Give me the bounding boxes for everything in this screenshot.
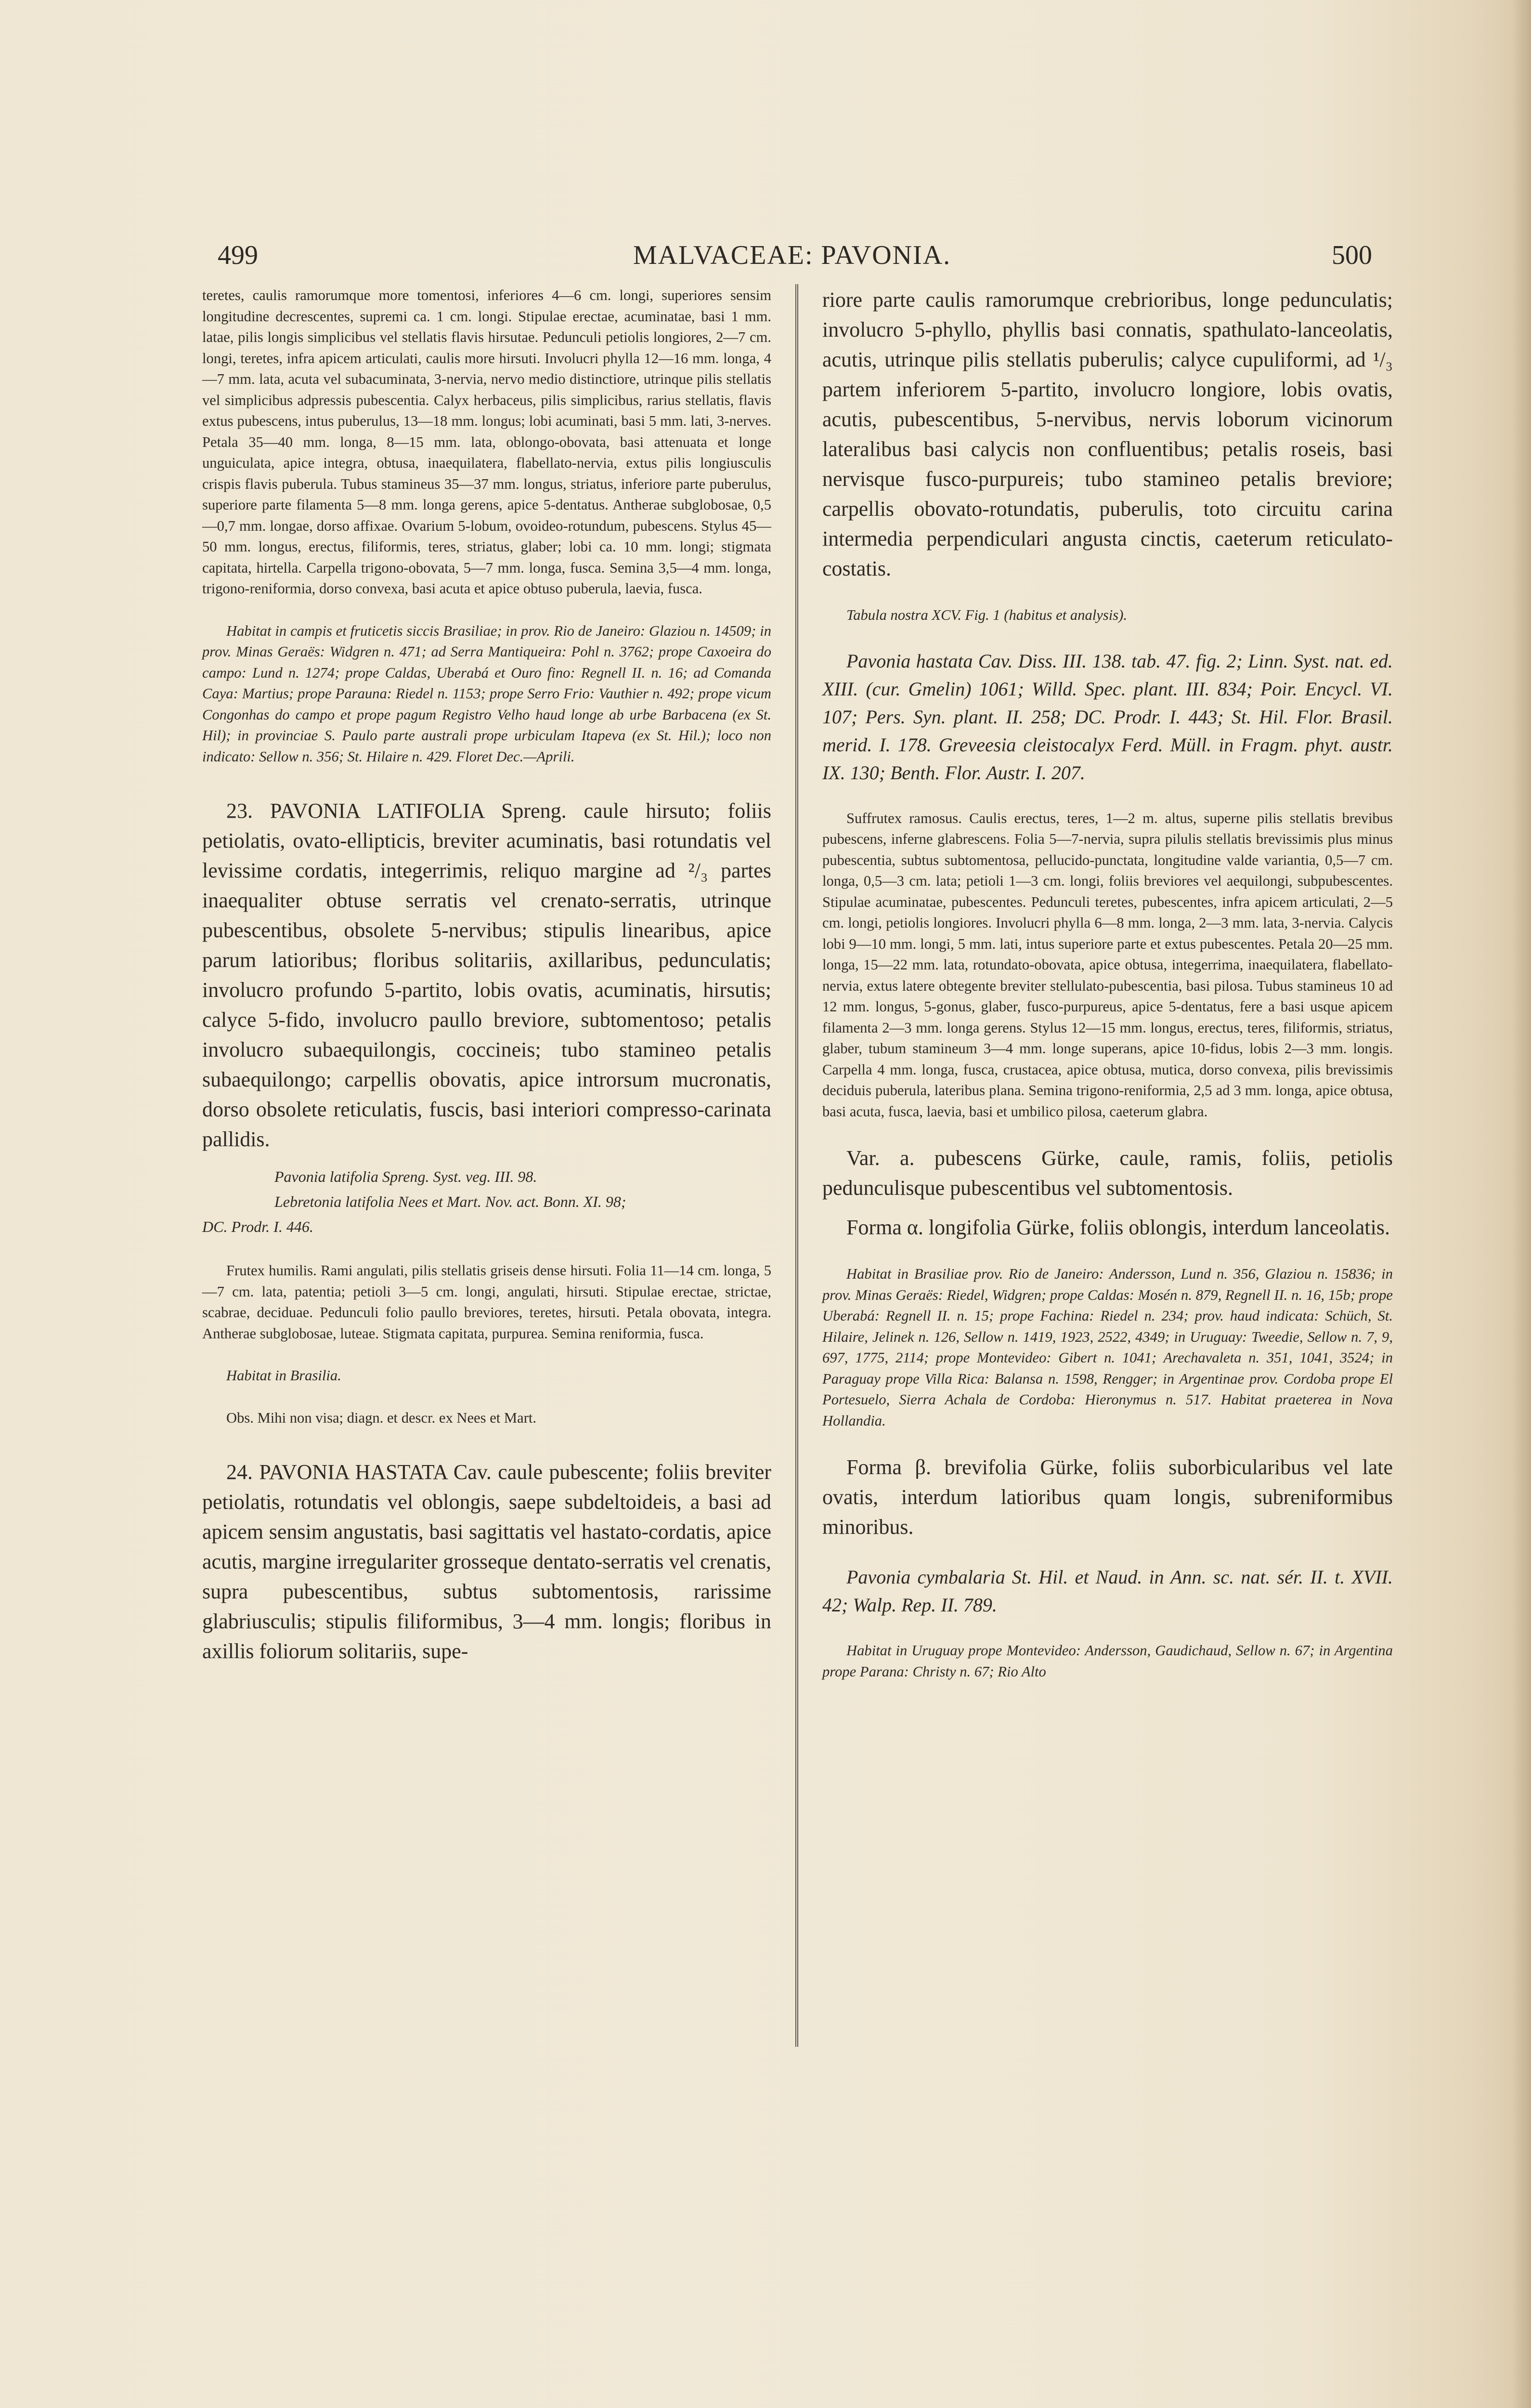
plate-reference: Tabula nostra XCV. Fig. 1 (habitus et analysis).: [846, 607, 1128, 623]
forma-alpha: Forma α. longifolia Gürke, foliis oblongis, interdum lanceolatis.: [846, 1216, 1390, 1239]
species-24-diagnosis-continued: riore parte caulis ramorumque crebrioribus, longe pedunculatis; involucro 5-phyllo, phyllis basi connatis, spathulato-lanceolatis, acutis, utrinque pilis stellatis puberulis; calyce cupuliformi, ad ¹/₃ partem inferiorem 5-partito, involucro longiore, lobis ovatis, acutis, pubescentibus, 5-nervibus, nervis loborum vicinorum lateralibus basi calycis non confluentibus; petalis roseis, basi nervisque fusco-purpureis; tubo stamineo petalis breviore; carpellis obovato-rotundatis, puberulis, toto circuitu carina intermedia perpendiculari angusta cinctis, caeterum reticulato-costatis.: [822, 288, 1393, 580]
observation-note: Obs. Mihi non visa; diagn. et descr. ex Nees et Mart.: [226, 1409, 537, 1426]
species-24-diagnosis: 24. PAVONIA HASTATA Cav. caule pubescente; foliis breviter petiolatis, rotundatis vel oblongis, saepe subdeltoideis, a basi ad apicem sensim angustatis, basi sagittatis vel hastato-cordatis, apice acutis, margine irregulariter grosseque dentato-serratis vel crenatis, supra pubescentibus, subtus subtomentosis, rarissime glabriusculis; stipulis filiformibus, 3—4 mm. longis; floribus in axillis foliorum solitariis, supe-: [202, 1460, 771, 1663]
page-number-right: 500: [1332, 240, 1372, 270]
species-23-diagnosis: 23. PAVONIA LATIFOLIA Spreng. caule hirsuto; foliis petiolatis, ovato-ellipticis, breviter acuminatis, basi rotundatis vel levissime cordatis, integerrimis, reliquo margine ad ²/₃ partes inaequaliter obtuse serratis vel crenato-serratis, utrinque pubescentibus, obsolete 5-nervibus; stipulis linearibus, apice parum latioribus; floribus solitariis, axillaribus, pedunculatis; involucro profundo 5-partito, lobis ovatis, acuminatis, hirsutis; calyce 5-fido, involucro paullo breviore, subtomentoso; petalis involucro subaequilongis, coccineis; tubo stamineo petalis subaequilongo; carpellis obovatis, apice introrsum mucronatis, dorso obsolete reticulatis, fuscis, basi interiori compresso-carinata pallidis.: [202, 799, 771, 1151]
page-header: [212, 240, 1372, 278]
column-divider: [795, 284, 798, 2047]
species-24-description: Suffrutex ramosus. Caulis erectus, teres, 1—2 m. altus, superne pilis stellatis brevibus pubescens, inferne glabrescens. Folia 5—7-nervia, supra pilulis stellatis brevissimis plus minus pubescentia, subtus subtomentosa, pellucido-punctata, longitudine valde variantia, 0,5—7 cm. longa, 0,5—3 cm. lata; petioli 1—3 cm. longi, foliis breviores vel aequilongi, subpubescentes. Stipulae acuminatae, pubescentes. Pedunculi teretes, pubescentes, infra apicem articulati, 2—5 cm. longi, petiolis longiores. Involucri phylla 6—8 mm. longa, 2—3 mm. lata, 3-nervia. Calycis lobi 9—10 mm. longi, 5 mm. lati, intus superiore parte et extus pubescentes. Petala 20—25 mm. longa, 15—22 mm. lata, rotundato-obovata, apice obtusa, integerrima, inaequilatera, flabellato-nervia, extus latere obtegente breviter stellulato-pubescentia, basi pilosa. Tubus stamineus 10 ad 12 mm. longus, 5-gonus, glaber, fusco-purpureus, apice 5-dentatus, fere a basi usque apicem filamenta 2—3 mm. longa gerens. Stylus 12—15 mm. longus, erectus, teres, filiformis, striatus, glaber, tubum stamineum 3—4 mm. longe superans, apice 10-fidus, lobis 2—3 mm. longis. Carpella 4 mm. longa, fusca, crustacea, apice obtusa, mutica, dorso convexa, pilis brevissimis deciduis puberula, lateribus plana. Semina trigono-reniformia, 2,5 ad 3 mm. longa, apice obtusa, basi acuta, fusca, laevia, basi et umbilico pilosa, caeterum glabra.: [822, 810, 1393, 1120]
forma-beta: Forma β. brevifolia Gürke, foliis suborbicularibus vel late ovatis, interdum latioribus quam longis, subreniformibus minoribus.: [822, 1455, 1393, 1539]
synonym-line: DC. Prodr. I. 446.: [202, 1218, 313, 1235]
running-title: MALVACEAE: PAVONIA.: [633, 240, 951, 270]
left-column: [202, 285, 771, 1666]
habitat-paragraph: Habitat in Brasiliae prov. Rio de Janeiro: Andersson, Lund n. 356, Glaziou n. 15836; in prov. Minas Geraës: Riedel, Widgren; prope Caldas: Mosén n. 879, Regnell II. n. 16, 15b; prope Uberabá: Regnell II. n. 15; prope Fachina: Riedel n. 234; prov. haud indicata: Schüch, St. Hilaire, Jelinek n. 126, Sellow n. 1419, 1923, 2522, 4349; in Uruguay: Tweedie, Sellow n. 7, 9, 697, 1775, 2114; prope Montevideo: Gibert n. 1041; Arechavaleta n. 351, 1041, 3524; in Paraguay prope Villa Rica: Balansa n. 1598, Rengger; in Argentinae prov. Cordoba prope El Portesuelo, Sierra Achala de Cordoba: Hieronymus n. 517. Habitat praeterea in Nova Hollandia.: [822, 1266, 1393, 1429]
right-column: [822, 285, 1393, 1682]
synonym-line: Lebretonia latifolia Nees et Mart. Nov. act. Bonn. XI. 98;: [274, 1193, 626, 1210]
habitat-paragraph: Habitat in Brasilia.: [226, 1367, 341, 1384]
variety-a: Var. a. pubescens Gürke, caule, ramis, foliis, petiolis pedunculisque pubescentibus vel subtomentosis.: [822, 1146, 1393, 1200]
page-number-left: 499: [218, 240, 258, 270]
habitat-paragraph: Habitat in Uruguay prope Montevideo: Andersson, Gaudichaud, Sellow n. 67; in Argentina prope Parana: Christy n. 67; Rio Alto: [822, 1642, 1393, 1680]
forma-beta-synonyms: Pavonia cymbalaria St. Hil. et Naud. in Ann. sc. nat. sér. II. t. XVII. 42; Walp. Rep. II. 789.: [822, 1566, 1393, 1616]
habitat-paragraph: Habitat in campis et fruticetis siccis Brasiliae; in prov. Rio de Janeiro: Glaziou n. 14509; in prov. Minas Geraës: Widgren n. 471; ad Serra Mantiqueira: Pohl n. 3762; prope Caxoeira do campo: Lund n. 1274; prope Caldas, Uberabá et Ouro fino: Regnell II. n. 16; ad Comanda Caya: Martius; prope Parauna: Riedel n. 1153; prope Serro Frio: Vauthier n. 492; prope vicum Congonhas do campo et prope pagum Registro Velho haud longe ab urbe Barbacena (ex St. Hil); in provinciae S. Paulo parte australi prope urbiculam Itapeva (ex St. Hil.); loco non indicato: Sellow n. 356; St. Hilaire n. 429. Floret Dec.—Aprili.: [202, 622, 771, 765]
description-continued: teretes, caulis ramorumque more tomentosi, inferiores 4—6 cm. longi, superiores sensim longitudine decrescentes, supremi ca. 1 cm. longi. Stipulae erectae, acuminatae, basi 1 mm. latae, pilis longis simplicibus vel stellatis flavis hirsutae. Pedunculi petiolis longiores, 2—7 cm. longi, teretes, infra apicem articulati, caulis more hirsuti. Involucri phylla 12—16 mm. longa, 4—7 mm. lata, acuta vel subacuminata, 3-nervia, nervo medio distinctiore, utrinque pilis stellatis vel simplicibus adpressis pubescentia. Calyx herbaceus, pilis simplicibus, rarius stellatis, flavis extus pubescens, intus puberulus, 13—18 mm. longus; lobi acuminati, basi 5 mm. lati, 3-nerves. Petala 35—40 mm. longa, 8—15 mm. lata, oblongo-obovata, basi attenuata et longe unguiculata, apice integra, obtusa, inaequilatera, flabellato-nervia, extus pilis longiusculis crispis flavis puberula. Tubus stamineus 35—37 mm. longus, striatus, inferiore parte puberulus, superiore parte filamenta 5—8 mm. longa gerens, apice 5-dentatus. Antherae subglobosae, 0,5—0,7 mm. longae, dorso affixae. Ovarium 5-lobum, ovoideo-rotundum, pubescens. Stylus 45—50 mm. longus, erectus, filiformis, teres, striatus, glaber; lobi ca. 10 mm. longi; stigmata capitata, hirtella. Carpella trigono-obovata, 5—7 mm. longa, fusca. Semina 3,5—4 mm. longa, trigono-reniformia, dorso convexa, basi acuta et apice obtuso puberula, laevia, fusca.: [202, 287, 771, 597]
synonym-line: Pavonia latifolia Spreng. Syst. veg. III. 98.: [274, 1168, 537, 1185]
species-23-description: Frutex humilis. Rami angulati, pilis stellatis griseis dense hirsuti. Folia 11—14 cm. longa, 5—7 cm. lata, patentia; petioli 3—5 cm. longi, angulati, hirsuti. Stipulae erectae, strictae, scabrae, deciduae. Pedunculi folio paullo breviores, teretes, hirsuti. Petala obovata, integra. Antherae subglobosae, luteae. Stigmata capitata, purpurea. Semina reniformia, fusca.: [202, 1262, 771, 1342]
page-edge-shadow: [1512, 0, 1531, 2408]
species-24-synonyms: Pavonia hastata Cav. Diss. III. 138. tab. 47. fig. 2; Linn. Syst. nat. ed. XIII. (cur. Gmelin) 1061; Willd. Spec. plant. III. 834; Poir. Encycl. VI. 107; Pers. Syn. plant. II. 258; DC. Prodr. I. 443; St. Hil. Flor. Brasil. merid. I. 178. Greveesia cleistocalyx Ferd. Müll. in Fragm. phyt. austr. IX. 130; Benth. Flor. Austr. I. 207.: [822, 650, 1393, 784]
